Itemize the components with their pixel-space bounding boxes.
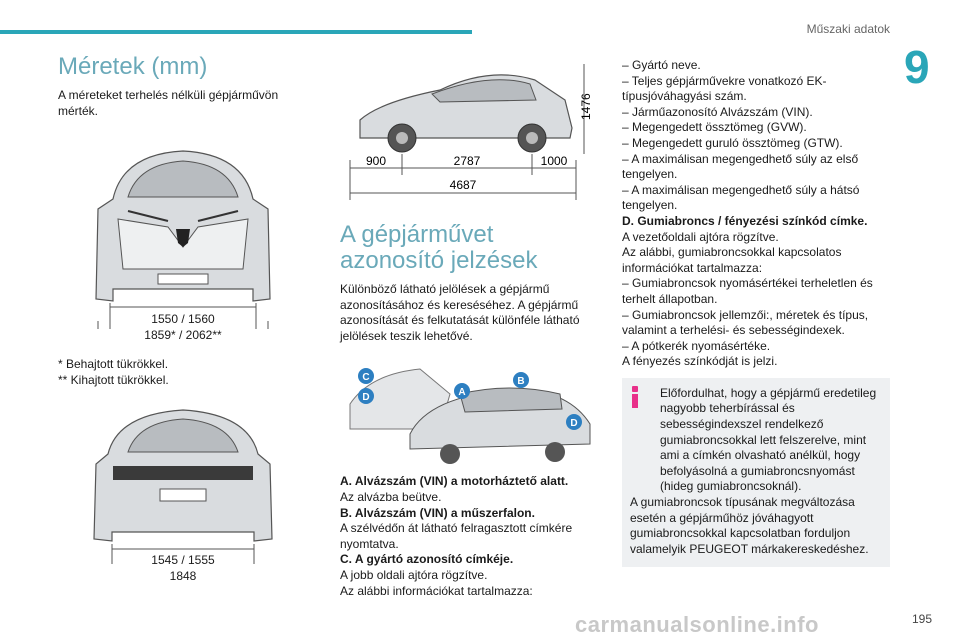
dimensions-title: Méretek (mm) xyxy=(58,53,208,80)
rear-view-drawing xyxy=(58,394,308,564)
marker-b xyxy=(513,372,529,388)
mirror-note-folded: * Behajtott tükrökkel. xyxy=(58,357,169,372)
marker-c xyxy=(358,368,374,384)
marker-a xyxy=(454,383,470,399)
side-view-drawing xyxy=(340,50,598,200)
info-text-second: A gumiabroncsok típusának megváltozása esetén a gépjárműhöz jóváhagyott gumiabroncsokkal kapcsolatban forduljon valamelyik PEUGEOT márkakereskedéshez. xyxy=(630,495,869,556)
length-dimension: 4687 xyxy=(449,178,477,192)
front-total-width: 1859* / 2062** xyxy=(144,328,222,343)
item-d-heading: D. Gumiabroncs / fényezési színkód címke. xyxy=(622,213,868,228)
marker-d-right xyxy=(566,414,582,430)
identification-title: A gépjárművet azonosító jelzések xyxy=(340,221,538,274)
identification-column xyxy=(340,50,598,599)
height-dimension: 1476 xyxy=(579,93,593,120)
mirror-note-unfolded: ** Kihajtott tükrökkel. xyxy=(58,372,169,387)
section-header-title: Műszaki adatok xyxy=(806,22,890,36)
item-c-heading: C. A gyártó azonosító címkéje. xyxy=(340,552,514,567)
item-a-text: Az alvázba beütve. xyxy=(340,489,442,504)
info-icon xyxy=(630,386,640,408)
wheelbase-dimension: 2787 xyxy=(453,154,481,168)
chapter-number: 9 xyxy=(904,41,930,93)
list1-item-2: – Járműazonosító Alvázszám (VIN). xyxy=(622,104,813,119)
item-d-text1: A vezetőoldali ajtóra rögzítve. xyxy=(622,229,779,244)
identification-intro: Különböző látható jelölések a gépjármű azonosításához és kereséséhez. A gépjármű azonosítását és felkutatását különféle látható jelölések teszik lehetővé. xyxy=(340,282,580,343)
front-view-drawing xyxy=(58,129,308,329)
dimensions-column xyxy=(58,54,308,584)
item-d-text3: A fényezés színkódját is jelzi. xyxy=(622,354,778,369)
list1-item-6: – A maximálisan megengedhető súly a hátsó tengelyen. xyxy=(622,182,860,213)
page-number: 195 xyxy=(911,612,932,626)
vehicle-id-locations-drawing xyxy=(340,354,598,464)
list2-item-2: – A pótkerék nyomásértéke. xyxy=(622,338,771,353)
front-dimensions xyxy=(58,311,308,343)
list1-item-1: – Teljes gépjárművekre vonatkozó EK-típusjóváhagyási szám. xyxy=(622,73,827,104)
list2-item-0: – Gumiabroncsok nyomásértékei terheletlen és terhelt állapotban. xyxy=(622,276,873,306)
list1-item-0: – Gyártó neve. xyxy=(622,58,701,72)
svg-text:D: D xyxy=(362,392,370,404)
header-accent-bar xyxy=(0,30,472,34)
rear-track-width: 1545 / 1555 xyxy=(151,553,215,568)
svg-text:A: A xyxy=(458,387,466,399)
list1-item-5: – A maximálisan megengedhető súly az első tengelyen. xyxy=(622,151,859,182)
front-track-width: 1550 / 1560 xyxy=(151,312,215,327)
rear-dimensions xyxy=(58,552,308,584)
item-a-heading: A. Alvázszám (VIN) a motorháztető alatt. xyxy=(340,474,569,489)
item-d-text2: Az alábbi, gumiabroncsokkal kapcsolatos információkat tartalmazza: xyxy=(622,245,842,275)
rear-total-width: 1848 xyxy=(169,569,197,584)
item-c-text: A jobb oldali ajtóra rögzítve. xyxy=(340,567,488,582)
marker-d-left xyxy=(358,388,374,404)
watermark: carmanualsonline.info xyxy=(575,612,819,637)
item-c-trailing: Az alábbi információkat tartalmazza: xyxy=(340,583,533,598)
svg-text:B: B xyxy=(517,376,525,388)
label-info-column xyxy=(622,58,890,567)
info-text-first: Előfordulhat, hogy a gépjármű eredetileg nagyobb teherbírással és sebességindexszel rendelkező gumiabroncsokkal lett felszerelve, mint ami a címkén olvasható anélkül, hogy befolyásolná a gumiabroncsnyomást (hideg gumiabroncsoknál). xyxy=(660,385,877,494)
dimensions-intro: A méreteket terhelés nélküli gépjárművön mérték. xyxy=(58,88,279,118)
info-box xyxy=(622,378,890,568)
list1-item-3: – Megengedett össztömeg (GVW). xyxy=(622,120,807,135)
list1-item-4: – Megengedett guruló össztömeg (GTW). xyxy=(622,135,843,150)
item-b-heading: B. Alvázszám (VIN) a műszerfalon. xyxy=(340,505,535,520)
front-overhang-dimension: 900 xyxy=(365,154,387,168)
svg-text:D: D xyxy=(570,418,578,430)
identification-items xyxy=(340,474,598,599)
item-b-text: A szélvédőn át látható felragasztott címkére nyomtatva. xyxy=(340,521,573,551)
svg-text:C: C xyxy=(362,372,370,384)
rear-overhang-dimension: 1000 xyxy=(540,154,568,168)
list2-item-1: – Gumiabroncsok jellemzői:, méretek és típus, valamint a terhelési- és sebességindexek. xyxy=(622,307,869,338)
